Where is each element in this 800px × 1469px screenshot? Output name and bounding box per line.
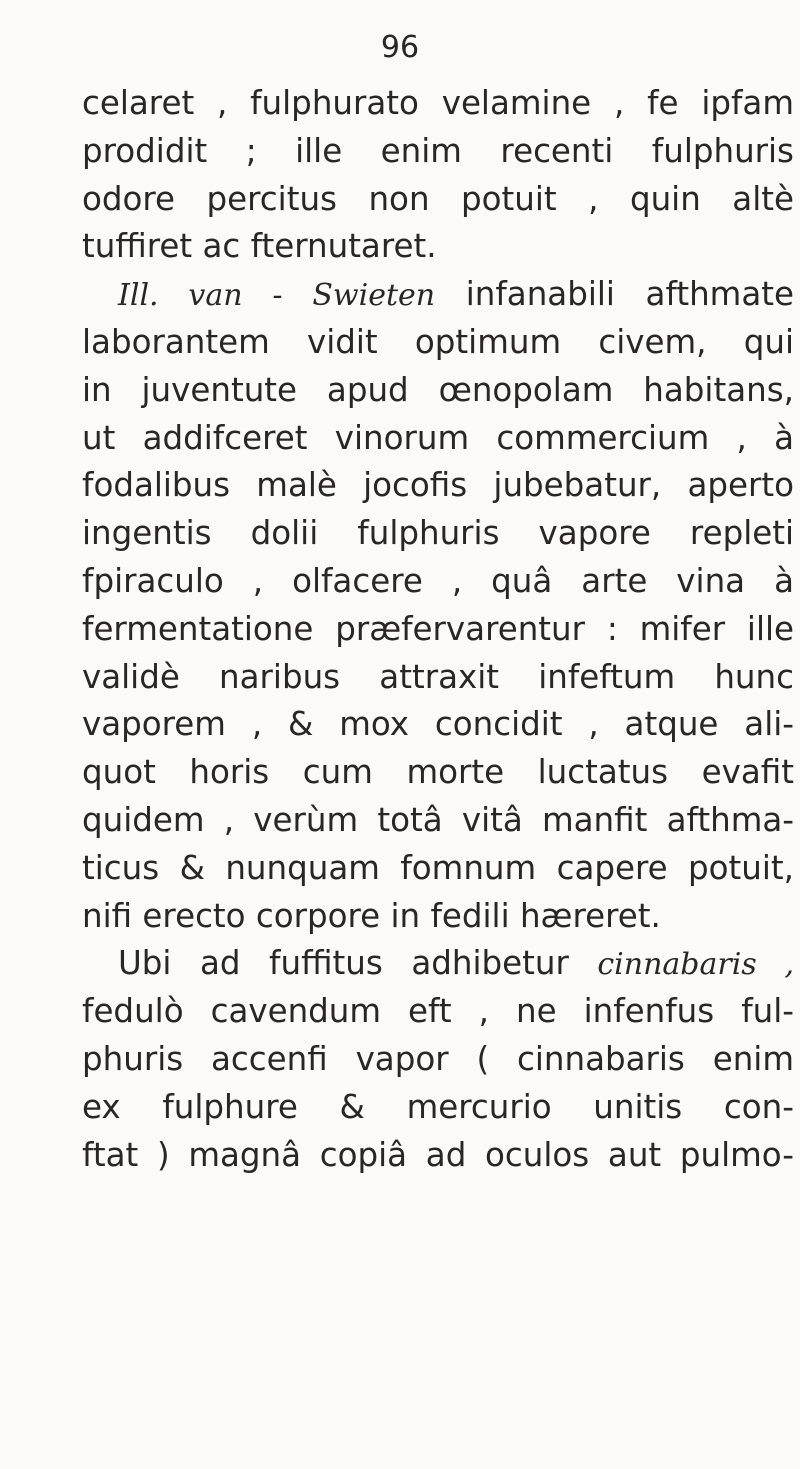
page-number: 96 [380,30,420,65]
text-line: nifi erecto corpore in fedili hæreret. [82,896,661,935]
text-line: fedulò cavendum eft , ne infenfus ful- [82,992,794,1031]
text-segment: Ubi ad fuffitus adhibetur [118,944,598,983]
text-line: phuris accenfi vapor ( cinnabaris enim [82,1039,794,1078]
text-line: fpiraculo , olfacere , quâ arte vina à [82,561,794,600]
text-line [82,271,794,319]
text-line: vaporem , & mox concidit , atque ali- [82,705,794,744]
text-line: ticus & nunquam fomnum capere potuit, [82,848,794,887]
text-line: quot horis cum morte luctatus evafit [82,753,794,792]
italic-term: cinnabaris , [597,947,794,983]
text-line: ftat ) magnâ copiâ ad oculos aut pulmo- [82,1135,794,1174]
text-line: prodidit ; ille enim recenti fulphuris [82,131,794,170]
text-line: fermentatione præfervarentur : mifer ille [82,609,794,648]
text-segment: infanabili afthmate [435,275,794,314]
text-line: ex fulphure & mercurio unitis con- [82,1087,794,1126]
text-line: in juventute apud œnopolam habitans, [82,370,794,409]
text-line: tuffiret ac fternutaret. [82,227,437,266]
text-line: ingentis dolii fulphuris vapore repleti [82,514,794,553]
text-line: odore percitus non potuit , quin altè [82,179,794,218]
author-name: Ill. van - Swieten [118,278,436,314]
text-line: laborantem vidit optimum civem, qui [82,322,794,361]
text-line: ut addifceret vinorum commercium , à [82,418,794,457]
text-line: fodalibus malè jocofis jubebatur, aperto [82,466,794,505]
text-line [82,940,794,988]
text-line: celaret , fulphurato velamine , fe ipfam [82,84,794,122]
text-line: validè naribus attraxit infeftum hunc [82,657,794,696]
text-line: quidem , verùm totâ vitâ manfit afthma- [82,800,794,839]
body-text [82,80,794,1179]
